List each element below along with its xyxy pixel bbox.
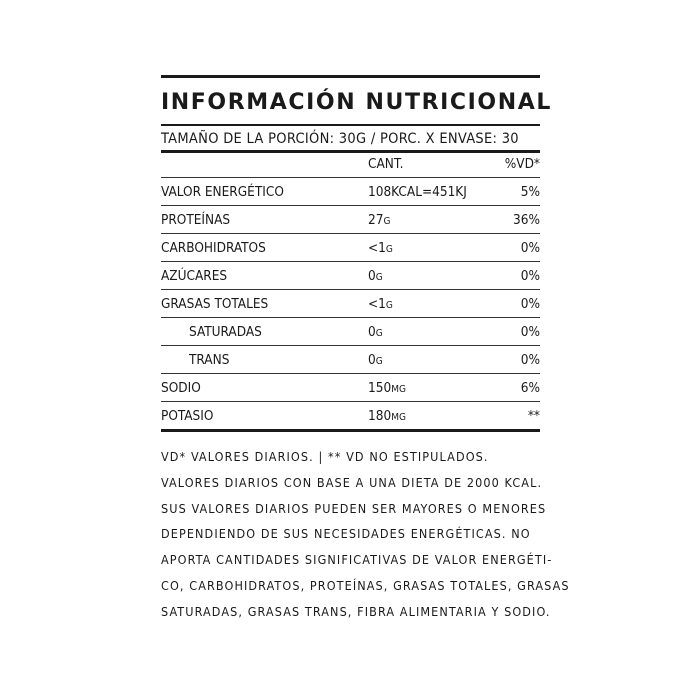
nutrient-name: VALOR ENERGÉTICO bbox=[161, 184, 284, 200]
table-row bbox=[161, 402, 540, 429]
footnote-line: SUS VALORES DIARIOS PUEDEN SER MAYORES O MENORES bbox=[161, 500, 547, 516]
table-row bbox=[161, 346, 540, 374]
footnote-line: SATURADAS, GRASAS TRANS, FIBRA ALIMENTARIA Y SODIO. bbox=[161, 603, 551, 619]
nutrient-name: GRASAS TOTALES bbox=[161, 296, 269, 312]
footnote-line: CO, CARBOHIDRATOS, PROTEÍNAS, GRASAS TOTALES, GRASAS bbox=[161, 577, 570, 593]
table-header bbox=[161, 153, 540, 177]
footnote-line: VD* VALORES DIARIOS. | ** VD NO ESTIPULADOS. bbox=[161, 449, 489, 464]
nutrient-name: SATURADAS bbox=[189, 324, 262, 340]
table-row bbox=[161, 234, 540, 262]
footnote-line: DEPENDIENDO DE SUS NECESIDADES ENERGÉTICAS. NO bbox=[161, 526, 531, 542]
nutrient-amount: 0G bbox=[368, 352, 383, 368]
table-row bbox=[161, 318, 540, 346]
table-row bbox=[161, 206, 540, 234]
nutrient-table bbox=[161, 178, 540, 429]
nutrient-name: TRANS bbox=[189, 352, 230, 368]
table-row bbox=[161, 262, 540, 290]
nutrient-name: CARBOHIDRATOS bbox=[161, 240, 266, 256]
footnote bbox=[161, 444, 570, 625]
table-row bbox=[161, 178, 540, 206]
nutrient-amount: 0G bbox=[368, 268, 383, 284]
nutrient-dv: 0% bbox=[520, 240, 540, 256]
amount-header: CANT. bbox=[368, 156, 404, 172]
serving-size: TAMAÑO DE LA PORCIÓN: 30G / PORC. X ENVASE: 30 bbox=[161, 131, 519, 147]
nutrient-amount: <1G bbox=[368, 240, 393, 256]
nutrient-amount: 108KCAL=451KJ bbox=[368, 184, 467, 200]
table-row bbox=[161, 374, 540, 402]
nutrient-dv: 0% bbox=[520, 324, 540, 340]
nutrient-name: AZÚCARES bbox=[161, 268, 228, 284]
footnote-line: VALORES DIARIOS CON BASE A UNA DIETA DE 2000 KCAL. bbox=[161, 474, 543, 490]
nutrient-amount: <1G bbox=[368, 296, 393, 312]
label-title: INFORMACIÓN NUTRICIONAL bbox=[161, 90, 552, 115]
nutrient-amount: 27G bbox=[368, 212, 391, 228]
nutrient-amount: 180MG bbox=[368, 408, 406, 424]
nutrient-dv: ** bbox=[527, 408, 540, 424]
nutrient-dv: 0% bbox=[520, 296, 540, 312]
daily-value-header: %VD* bbox=[504, 156, 540, 172]
nutrient-dv: 5% bbox=[520, 184, 540, 200]
nutrient-name: SODIO bbox=[161, 380, 201, 396]
nutrient-dv: 0% bbox=[520, 268, 540, 284]
footnote-line: APORTA CANTIDADES SIGNIFICATIVAS DE VALOR ENERGÉTI- bbox=[161, 552, 553, 568]
nutrient-name: PROTEÍNAS bbox=[161, 212, 231, 228]
nutrient-dv: 36% bbox=[513, 212, 540, 228]
nutrition-facts-panel bbox=[161, 75, 552, 432]
table-row bbox=[161, 290, 540, 318]
nutrient-amount: 150MG bbox=[368, 380, 406, 396]
bottom-rule bbox=[161, 429, 540, 432]
nutrient-dv: 6% bbox=[520, 380, 540, 396]
nutrient-dv: 0% bbox=[520, 352, 540, 368]
nutrient-name: POTASIO bbox=[161, 408, 214, 424]
nutrient-amount: 0G bbox=[368, 324, 383, 340]
